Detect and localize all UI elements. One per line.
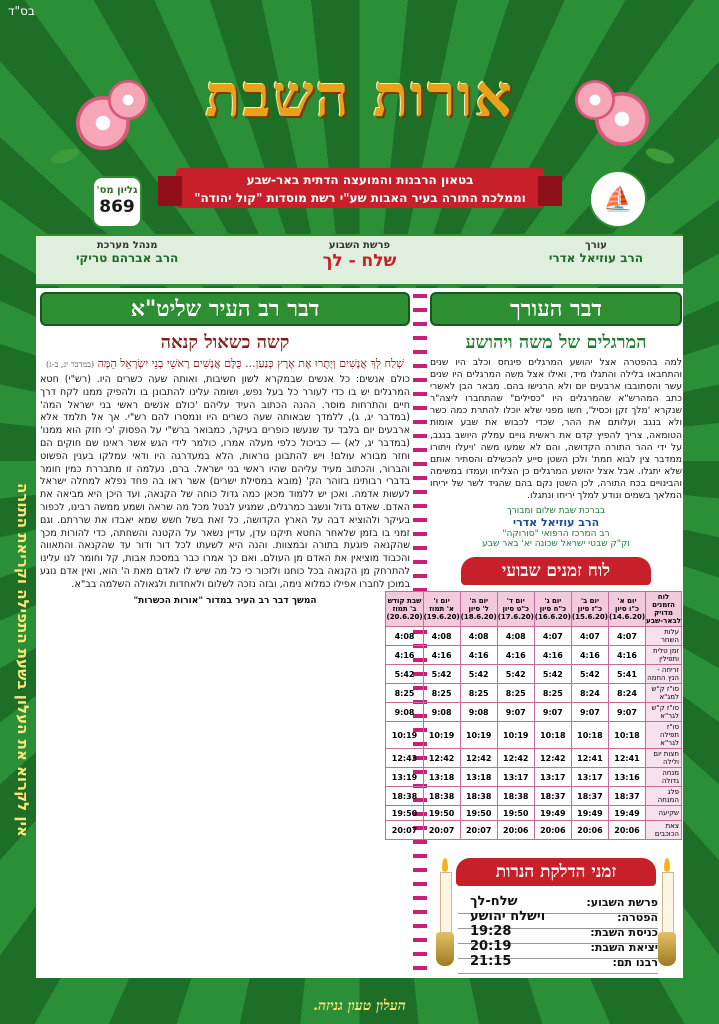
candle-lighting-title: זמני הדלקת הנרות xyxy=(456,858,656,886)
bsd-mark: בס"ד xyxy=(8,4,35,18)
times-cell: 19:50 xyxy=(497,806,534,821)
times-day-day: יום א' xyxy=(617,597,637,606)
times-row-label: זריחה - הנץ החמה xyxy=(646,665,682,684)
times-row-label: סו"ז ק"ש למג"א xyxy=(646,684,682,703)
times-cell: 18:37 xyxy=(571,787,608,806)
candle-icon-right xyxy=(658,858,676,968)
times-cell: 20:07 xyxy=(460,821,497,840)
banner-line-1: בטאון הרבנות והמועצה הדתית באר-שבע xyxy=(246,173,474,187)
editor-signature xyxy=(430,506,682,549)
times-row-label: שקיעה xyxy=(646,806,682,821)
editor-column-subhead: המרגלים של משה ויהושע xyxy=(465,332,647,353)
candle-row-key: יציאת השבת: xyxy=(590,941,658,954)
rabbi-column-verse xyxy=(40,357,410,370)
times-cell: 19:49 xyxy=(571,806,608,821)
times-cell: 19:49 xyxy=(534,806,571,821)
times-cell: 18:37 xyxy=(608,787,645,806)
times-row-label: מנחה גדולה xyxy=(646,768,682,787)
times-cell: 13:17 xyxy=(534,768,571,787)
times-cell: 4:08 xyxy=(423,627,460,646)
issue-label: גליון מס' xyxy=(96,185,138,196)
times-row xyxy=(386,821,682,840)
times-row xyxy=(386,665,682,684)
times-cell: 8:24 xyxy=(608,684,645,703)
rabbi-column xyxy=(40,292,410,606)
times-cell: 12:42 xyxy=(460,749,497,768)
rabbi-column-continued: המשך דבר רב העיר במדור "אורות הכשרות" xyxy=(133,595,317,606)
times-row xyxy=(386,703,682,722)
times-cell: 10:19 xyxy=(497,722,534,749)
times-cell: 13:19 xyxy=(386,768,423,787)
candle-row-value: וישלח יהושע xyxy=(470,909,546,924)
times-cell: 8:25 xyxy=(460,684,497,703)
times-cell: 5:42 xyxy=(423,665,460,684)
times-row xyxy=(386,684,682,703)
times-cell: 4:16 xyxy=(423,646,460,665)
times-day-day: יום ב' xyxy=(580,597,599,606)
times-day-civil: (15.6.20) xyxy=(571,613,608,622)
rabbi-column-subhead: קשה כשאול קנאה xyxy=(160,332,290,353)
times-cell: 5:41 xyxy=(608,665,645,684)
times-cell: 18:38 xyxy=(497,787,534,806)
times-row xyxy=(386,787,682,806)
times-row-label: סו"ז תפילה לגר"א xyxy=(646,722,682,749)
candle-row-value: שלח-לך xyxy=(470,894,518,909)
times-day-day: יום ג' xyxy=(544,597,562,606)
times-cell: 12:43 xyxy=(386,749,423,768)
manager-name: הרב אברהם טריקי xyxy=(76,251,179,265)
times-cell: 13:16 xyxy=(608,768,645,787)
times-cell: 19:50 xyxy=(386,806,423,821)
times-cell: 12:42 xyxy=(423,749,460,768)
weekly-times-table xyxy=(385,591,682,840)
footer-note: העלון טעון גניזה. xyxy=(313,998,406,1014)
times-day-date: א' תמוז xyxy=(429,605,454,614)
times-cell: 5:42 xyxy=(571,665,608,684)
times-cell: 9:08 xyxy=(386,703,423,722)
candle-icon-left xyxy=(436,858,454,968)
times-cell: 8:25 xyxy=(497,684,534,703)
times-header-row xyxy=(386,592,682,627)
banner-line-2: וממלכת התורה בעיר האבות שע"י רשת מוסדות "קול יהודה" xyxy=(194,191,526,205)
issue-badge xyxy=(92,176,142,228)
times-day-header xyxy=(608,592,645,627)
times-day-civil: (16.6.20) xyxy=(534,613,571,622)
times-day-date: כ"ז סיון xyxy=(577,605,603,614)
times-day-header xyxy=(534,592,571,627)
times-day-header xyxy=(460,592,497,627)
signature-role-2: וק"ק שבטי ישראל שכונה יא' באר שבע xyxy=(482,539,630,550)
times-cell: 19:50 xyxy=(423,806,460,821)
times-cell: 4:16 xyxy=(386,646,423,665)
times-day-civil: (20.6.20) xyxy=(386,613,423,622)
times-cell: 18:38 xyxy=(386,787,423,806)
times-cell: 4:16 xyxy=(534,646,571,665)
times-cell: 4:07 xyxy=(534,627,571,646)
times-cell: 4:08 xyxy=(497,627,534,646)
times-cell: 10:18 xyxy=(608,722,645,749)
times-cell: 19:50 xyxy=(460,806,497,821)
times-cell: 10:18 xyxy=(571,722,608,749)
candle-row-value: 19:28 xyxy=(470,924,512,939)
editor-name: הרב עוזיאל אדרי xyxy=(548,251,643,265)
verse-text: שְׁלַח לְךָ אֲנָשִׁים וְיָתֻרוּ אֶת אֶרֶץ כְּנַעַן... כֻּלָּם אֲנָשִׁים רָאשֵׁי בְנֵי יִשְׂרָאֵל הֵמָּה xyxy=(97,357,404,370)
times-cell: 9:07 xyxy=(497,703,534,722)
times-cell: 20:06 xyxy=(608,821,645,840)
times-cell: 12:42 xyxy=(497,749,534,768)
times-cell: 10:19 xyxy=(386,722,423,749)
candle-row xyxy=(458,954,658,974)
times-cell: 20:06 xyxy=(534,821,571,840)
manager-title: מנהל מערכת xyxy=(96,240,158,251)
times-cell: 18:37 xyxy=(534,787,571,806)
editor-title: עורך xyxy=(584,240,607,251)
times-day-day: יום ד' xyxy=(506,597,525,606)
times-cell: 12:41 xyxy=(571,749,608,768)
times-row xyxy=(386,627,682,646)
times-cell: 10:18 xyxy=(534,722,571,749)
times-cell: 4:16 xyxy=(571,646,608,665)
times-cell: 4:16 xyxy=(460,646,497,665)
times-cell: 5:42 xyxy=(497,665,534,684)
signature-blessing: בברכת שבת שלום ומבורך xyxy=(506,506,606,517)
times-row xyxy=(386,722,682,749)
times-cell: 18:38 xyxy=(460,787,497,806)
times-row-label: עלות השחר xyxy=(646,627,682,646)
times-cell: 5:42 xyxy=(386,665,423,684)
times-cell: 4:16 xyxy=(497,646,534,665)
times-cell: 19:49 xyxy=(608,806,645,821)
times-cell: 4:16 xyxy=(608,646,645,665)
times-cell: 9:08 xyxy=(423,703,460,722)
rabbi-column-body: כולם אנשים: כל אנשים שבמקרא לשון חשיבות, ואותה שעה כשרים היו. (רש"י) חטא המרגלים יש בו כדי לעורר כל בעל נפש, ושומה עלינו להתבונן בו ולהפיק ממנו לקח דרך חיים והתרחות מוסר. ההנה הכתוב העיד עליהם 'כולם אנשים ראשי בני ישראל המה' (במדבר יג, ג), ללמדך שבאותה שעה כשרים היו ונמסרו להם רש"י. אך אל תלמד אלא ארבעים יום בלבד עד שנעשו כופרים בעיקר, כמבואר ברש"י על הפסוק 'כי חזק הוא ממנו' (במדבר יג, לא) — כביכול כלפי מעלה אמרו, כולמר לידי הגש אשר ראינו שם חוקים הם וחזר מבורא עולם! ויש להתבונן נוראות, הלא במעדרגה היו ודאי עמלקו בענין הפשוט והברור, והכתוב מעיד עליהם שהיו ראשי בני ישראל. ברם, נעלמה זו מתבררת כמין חומר בדברי רבותינו בזוהר הק' (מובא במסילת ישרים) אשר ראו בה פחד נפלא למחלה ישראל לעשות אדמה. ואכן יש ללמוד מכאן כמה גדול כוחה של הקנאה, ועד היכן היא מביאה את האדם. שאדם גדול ונשגב כמרגלים, שמגיע לבטל מכל מה שראה ושמע ממשה רבינו, לכפור בעיקר ולהוציא דבה על הארץ הקדושה, כל זאת בשל חשש שמא יאבדו את שררתם. וגם זמני בו בזמן שלאחר החטא תיקנו עדן, עדיין נשאר על הקטנה והשחתה, כדי להורות מכך שהקנאה פוגעת בתורה ובמצוות. והנה היא לשעתו לכל דור ודור עד שהקנאה והתאווה והכבוד מוציאין את האדם מן העולם. ואם כך אמרו כבר במסכת אבות, קל וחומר לנו עלינו להתרחק מן הקנאה בכל כוחנו ולזכור כי כל מה שיש לו לאדם מאת ה' הוא, ואין אדם נוגע במוכן לחברו אפילו כמלוא נימה, ובזה נזכה לשלום ולאחדות ולגאולה השלמה בב"א. xyxy=(40,374,410,590)
times-cell: 9:08 xyxy=(460,703,497,722)
candle-row-key: פרשת השבוע: xyxy=(586,896,658,909)
staff-manager xyxy=(76,240,178,265)
times-cell: 18:38 xyxy=(423,787,460,806)
issue-number: 869 xyxy=(99,197,135,217)
candle-row-value: 21:15 xyxy=(470,954,512,969)
times-day-date: ב' תמוז xyxy=(392,605,417,614)
weekly-times-title: לוח זמנים שבועי xyxy=(461,557,651,585)
times-cell: 20:06 xyxy=(571,821,608,840)
times-cell: 8:25 xyxy=(534,684,571,703)
candle-row-value: 20:19 xyxy=(470,939,512,954)
times-day-header xyxy=(423,592,460,627)
editor-column-header: דבר העורך xyxy=(430,292,682,326)
times-row-label: זמן טלית ותפילין xyxy=(646,646,682,665)
times-corner: לוח הזמנים מדויק לבאר-שבע xyxy=(646,593,681,626)
parasha-name: שלח - לך xyxy=(322,251,397,271)
masthead-banner xyxy=(176,168,544,208)
signature-name: הרב עוזיאל אדרי xyxy=(512,516,600,530)
times-day-header xyxy=(497,592,534,627)
times-row xyxy=(386,646,682,665)
editor-column xyxy=(386,292,682,840)
times-cell: 20:07 xyxy=(386,821,423,840)
candle-row-key: כניסת השבת: xyxy=(590,926,658,939)
parasha-title: פרשת השבוע xyxy=(328,240,391,251)
times-cell: 13:18 xyxy=(460,768,497,787)
times-cell: 4:08 xyxy=(386,627,423,646)
times-row-label: צאת הכוכבים xyxy=(646,821,682,840)
times-day-civil: (19.6.20) xyxy=(423,613,460,622)
times-cell: 5:42 xyxy=(460,665,497,684)
times-cell: 4:07 xyxy=(571,627,608,646)
times-day-day: שבת קודש xyxy=(387,597,422,606)
times-day-civil: (17.6.20) xyxy=(497,613,534,622)
times-cell: 20:06 xyxy=(497,821,534,840)
times-day-header xyxy=(571,592,608,627)
times-cell: 12:42 xyxy=(534,749,571,768)
times-day-date: כ"ו סיון xyxy=(614,605,640,614)
times-day-civil: (14.6.20) xyxy=(608,613,646,622)
times-row xyxy=(386,806,682,821)
logo-icon: ⛵ xyxy=(589,170,647,228)
times-cell: 13:17 xyxy=(497,768,534,787)
times-cell: 12:41 xyxy=(608,749,645,768)
times-cell: 10:19 xyxy=(423,722,460,749)
times-cell: 4:08 xyxy=(460,627,497,646)
verse-source: (במדבר יג, ב-ג) xyxy=(46,360,95,369)
candle-row-key: הפטרה: xyxy=(617,911,658,924)
candle-lighting-box xyxy=(430,858,682,970)
times-cell: 4:07 xyxy=(608,627,645,646)
editor-column-body: למה בהפטרה אצל יהושע המרגלים פינחס וכלב היו שנים והתחבאו בלילה והתגלו מיד, ואילו אצל משה המרגלים היו שנים עשר והסתובבו ארבעים יום ולא הרגישו בהם. מבאר הבן לאשרי כתב המהרש"א שהמרגלים היו "כסילים" שהתחברו ליצה"ר שנקרא 'מלך זקן וכסיל', חשו מפני שלא יוכלו להתרת כמה כשר ולא בנגב ועלותם את ההר, שכדי לכבוש את שבע אומות הטומאה, צריך להפיץ קדם את ראשית גויים עמלק היושב בנגב, על ידי ההר התורה הקדושה, והם לא שמעו משה 'ויעלו ויתורו ממדבר צין לבוא חמת' ולכן השטן סייע להכשילם והסתיר אותם שלא יתגלו. אבל אצל יהושע המרגלים כן הצליחו ועמדו במשימה והבינויים בכח התורה, לכן השטן נקם בהם שהגיד לשר של יריחו המלאך בשמים ונודע למלך יריחו ונתגלו. xyxy=(430,357,682,502)
times-cell: 8:25 xyxy=(386,684,423,703)
times-cell: 20:07 xyxy=(423,821,460,840)
times-cell: 9:07 xyxy=(534,703,571,722)
rabbi-column-header: דבר רב העיר שליט"א xyxy=(40,292,410,326)
times-row xyxy=(386,749,682,768)
times-day-day: יום ה' xyxy=(469,597,489,606)
signature-role-1: רב המרכז הרפואי "סורוקה" xyxy=(502,529,610,540)
masthead-title: אורות השבת xyxy=(205,62,514,130)
times-day-civil: (18.6.20) xyxy=(460,613,497,622)
times-cell: 10:19 xyxy=(460,722,497,749)
times-day-day: יום ו' xyxy=(433,597,450,606)
times-cell: 13:17 xyxy=(571,768,608,787)
staff-bar xyxy=(36,234,683,286)
candle-row-key: רבנו תם: xyxy=(612,956,658,969)
times-row-label: פלג המנחה xyxy=(646,787,682,806)
times-cell: 8:24 xyxy=(571,684,608,703)
times-cell: 5:42 xyxy=(534,665,571,684)
times-body xyxy=(386,627,682,840)
times-day-date: ל' סיון xyxy=(468,605,489,614)
times-cell: 13:18 xyxy=(423,768,460,787)
times-row-label: חצות יום ולילה xyxy=(646,749,682,768)
times-row-label: סו"ז ק"ש לגר"א xyxy=(646,703,682,722)
times-row xyxy=(386,768,682,787)
times-cell: 8:25 xyxy=(423,684,460,703)
times-cell: 9:07 xyxy=(608,703,645,722)
times-day-date: כ"ט סיון xyxy=(502,605,529,614)
side-notice: אין לקרוא את העלון בשעת התפילה וקריאת התורה xyxy=(14,483,32,837)
times-day-date: כ"ח סיון xyxy=(539,605,567,614)
times-cell: 9:07 xyxy=(571,703,608,722)
